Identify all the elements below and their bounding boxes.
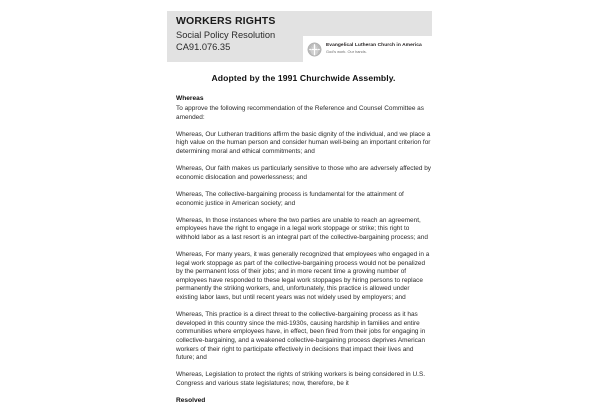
elca-logo-text: [326, 43, 422, 55]
whereas-paragraph: Whereas, The collective-bargaining process is fundamental for the attainment of economic justice in American society; and: [176, 190, 404, 207]
organization-name: Evangelical Lutheran Church in America: [326, 43, 422, 49]
resolved-heading: Resolved: [176, 397, 206, 405]
whereas-paragraph: Whereas, Our faith makes us particularly sensitive to those who are adversely affected by economic dislocation and powerlessness; and: [176, 165, 431, 181]
document-subtitle: Social Policy Resolution: [176, 30, 276, 40]
document-body: [176, 72, 431, 406]
intro-paragraph: To approve the following recommendation of the Reference and Counsel Committee as amended:: [176, 105, 424, 121]
document-code: CA91.076.35: [176, 42, 231, 52]
whereas-paragraph: Whereas, This practice is a direct threat to the collective-bargaining process as it has developed in this country since the mid-1930s, causing hardship in families and entire communities where employees have, in effect, been fired from their jobs for engaging in collective-bargaining, and a weakened collective-bargaining process deprives American workers of their right to participate effectively in decisions that impact their lives and future; and: [176, 311, 426, 362]
organization-tagline: God's work. Our hands.: [326, 49, 367, 55]
whereas-paragraph: Whereas, Legislation to protect the rights of striking workers is being considered in U.S. Congress and various state legislatures; now, therefore, be it: [176, 371, 426, 387]
whereas-paragraph: Whereas, Our Lutheran traditions affirm the basic dignity of the individual, and we place a high value on the human person and consider human well-being an important criterion for determining moral and ethical commitments; and: [176, 130, 431, 155]
whereas-heading: Whereas: [176, 95, 204, 102]
elca-cross-emblem-icon: [307, 42, 322, 57]
whereas-paragraph: Whereas, In those instances where the two parties are unable to reach an agreement, employees have the right to engage in a legal work stoppage or strike; this right to withhold labor as a last resort is an integral part of the collective-bargaining process; and: [176, 216, 428, 241]
whereas-paragraph: Whereas, For many years, it was generally recognized that employees who engaged in a legal work stoppage as part of the collective-bargaining process would not be penalized by the permanent loss of their jobs; and in more recent time a growing number of employees have responded to these legal work stoppages by hiring persons to replace permanently the striking workers, and, unfortunately, this practice is allowed under existing labor laws, but until recent years was not widely used by employers; and: [176, 251, 430, 302]
page-title: WORKERS RIGHTS: [176, 15, 276, 27]
assembly-adoption-line: Adopted by the 1991 Churchwide Assembly.: [211, 73, 396, 83]
elca-logo: [303, 36, 432, 62]
